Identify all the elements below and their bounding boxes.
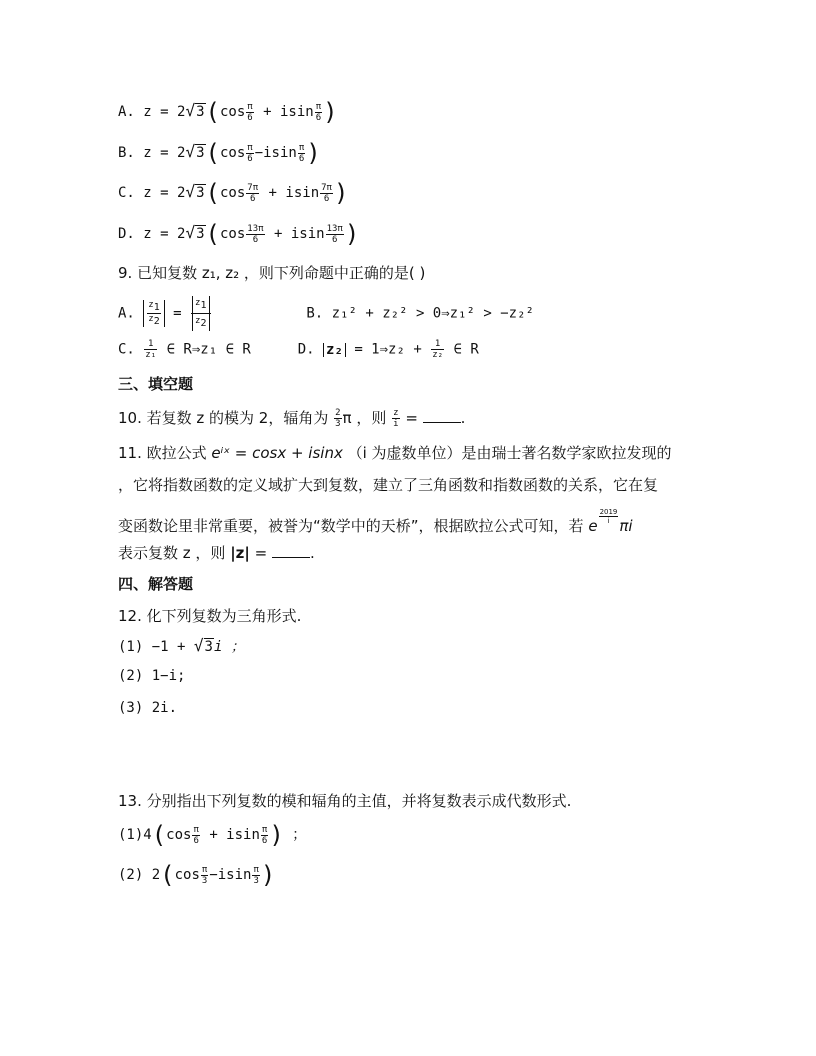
option-b-text: B. z₁² + z₂² > 0⇒z₁² > −z₂² — [306, 305, 534, 322]
q12-stem: 12. 化下列复数为三角形式. — [118, 607, 302, 625]
lparen: ( — [205, 139, 220, 167]
abs-z2: z₂ — [323, 343, 346, 357]
q13-part2: (2) 2(cos $\frac{\pi}{3}$ −isin $\frac{\pi}{3}$ ) — [118, 861, 276, 889]
sqrt: √3 — [185, 142, 205, 161]
fraction: $\frac{\pi}{6}$ — [193, 824, 199, 846]
fraction: $\frac{\pi}{6}$ — [315, 101, 322, 123]
rparen: ) — [306, 139, 321, 167]
lparen: ( — [205, 179, 220, 207]
lparen: ( — [205, 98, 220, 126]
option-label: D. — [118, 226, 135, 242]
euler-formula: eⁱˣ = cosx + isinx — [211, 444, 343, 462]
abs-ratio: $\frac{z1}{z2}$ — [191, 296, 210, 331]
q11-line2: ，它将指数函数的定义域扩大到复数，建立了三角函数和指数函数的关系，它在复 — [118, 476, 659, 494]
fraction: $\frac{\pi}{6}$ — [298, 142, 305, 164]
option-label: C. — [118, 185, 135, 201]
fraction: $\frac{7\pi}{6}$ — [321, 182, 332, 204]
q8-option-b: B. z = 2√3(cos $\frac{\pi}{6}$ −isin $\frac{\pi}{6}$ ) — [118, 139, 321, 167]
q13-part1: (1)4(cos $\frac{\pi}{6}$ + isin $\frac{\pi}{6}$ ) ； — [118, 821, 307, 849]
q13-stem: 13. 分别指出下列复数的模和辐角的主值，并将复数表示成代数形式. — [118, 792, 572, 810]
sqrt: √3 — [185, 101, 205, 120]
q9-options-ab: A. $\frac{z1}{z2}$ = $\frac{z1}{z2}$ B. z₁² + z₂² > 0⇒z₁² > −z₂² — [118, 298, 534, 329]
fraction: $\frac{13\pi}{6}$ — [247, 223, 264, 245]
sqrt: √3 — [185, 182, 205, 201]
fraction: $\frac{13\pi}{6}$ — [326, 223, 343, 245]
reciprocal-z1: $\frac{1}{\text{z₁}}$ — [145, 339, 157, 360]
sqrt: √3 — [193, 636, 213, 655]
answer-blank — [423, 408, 461, 423]
q11-line1: 11. 欧拉公式 eⁱˣ = cosx + isinx （i 为虚数单位）是由瑞士著名数学家欧拉发现的 — [118, 444, 672, 462]
exponent-fraction: $\frac{2019}{i}$ — [599, 508, 618, 525]
fraction: $\frac{\pi}{3}$ — [253, 864, 259, 886]
section-fill-in-heading: 三、填空题 — [118, 375, 194, 393]
q12-part1: (1) −1 + √3i ； — [118, 636, 245, 655]
expr-prefix: z = 2 — [143, 226, 186, 242]
fraction: $\frac{\pi}{6}$ — [261, 824, 268, 846]
expr-prefix: z = 2 — [143, 145, 186, 161]
rparen: ) — [323, 98, 338, 126]
rparen: ) — [333, 179, 349, 207]
option-label: A. — [118, 305, 135, 322]
expr-prefix: z = 2 — [143, 185, 186, 201]
fraction: $\frac{2}{3}$ — [335, 408, 341, 429]
fraction: $\frac{\pi}{3}$ — [201, 864, 208, 886]
fraction: $\frac{\pi}{6}$ — [247, 142, 253, 164]
q8-option-c: C. z = 2√3(cos $\frac{7\pi}{6}$ + isin $\frac{7\pi}{6}$ ) — [118, 179, 349, 207]
option-label: A. — [118, 104, 135, 120]
reciprocal-z2: $\frac{1}{\text{z₂}}$ — [432, 339, 444, 360]
q9-stem: 9. 已知复数 z₁, z₂ ，则下列命题中正确的是( ) — [118, 264, 426, 282]
q11-line4: 表示复数 z ，则 |z| = . — [118, 544, 315, 562]
fraction: $\frac{7\pi}{6}$ — [247, 182, 259, 204]
q8-option-d: D. z = 2√3(cos $\frac{13\pi}{6}$ + isin $\frac{13\pi}{6}$ ) — [118, 220, 360, 248]
lparen: ( — [205, 220, 220, 248]
answer-blank — [272, 543, 310, 558]
expr-prefix: z = 2 — [143, 104, 186, 120]
q10: 10. 若复数 z 的模为 2，辐角为 $\frac{2}{3}$ π ，则 $\frac{z}{i}$ = . — [118, 408, 466, 429]
abs-fraction: $\frac{z1}{z2}$ — [143, 300, 164, 327]
section-answer-heading: 四、解答题 — [118, 575, 194, 593]
q8-option-a: A. z = 2√3(cos $\frac{\pi}{6}$ + isin $\frac{\pi}{6}$ ) — [118, 98, 338, 126]
q11-line3: 变函数论里非常重要，被誉为“数学中的天桥”，根据欧拉公式可知，若 e $\frac{2019}{i}$ πi — [118, 508, 633, 535]
q12-part2: (2) 1−i; — [118, 668, 186, 684]
option-label: B. — [118, 145, 135, 161]
fraction: $\frac{\pi}{6}$ — [247, 101, 253, 123]
q12-part3: (3) 2i. — [118, 700, 178, 716]
option-label: D. — [297, 341, 315, 358]
q9-options-cd: C. $\frac{1}{\text{z₁}}$ ∈ R⇒z₁ ∈ R D. z₂ = 1⇒z₂ + $\frac{1}{\text{z₂}}$ ∈ R — [118, 339, 479, 360]
fraction: $\frac{z}{i}$ — [393, 408, 399, 429]
rparen: ) — [344, 220, 360, 248]
option-label: C. — [118, 341, 135, 358]
sqrt: √3 — [185, 223, 205, 242]
